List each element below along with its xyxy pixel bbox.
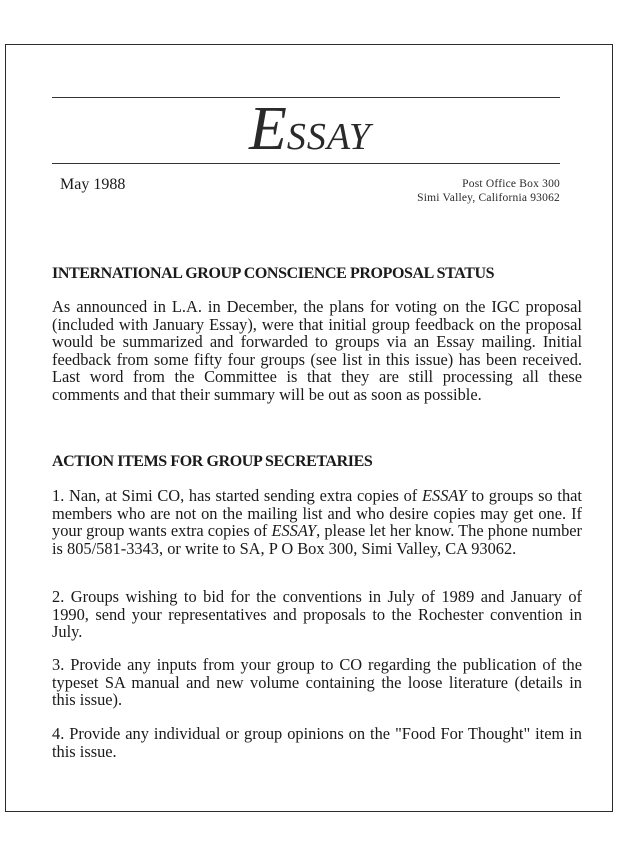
- essay-reference: ESSAY: [271, 521, 317, 540]
- igc-body: As announced in L.A. in December, the plans for voting on the IGC proposal (included with January Essay), were that initial group feedback on the proposal would be summarized and forwarded to groups via an Essay mailing. Initial feedback from some fifty four groups (see list in this issue) has been received. Last word from the Committee is that they are still processing all these comments and that their summary will be out as soon as possible.: [52, 297, 582, 404]
- title-initial: E: [248, 95, 287, 163]
- essay-reference: ESSAY: [421, 486, 467, 505]
- igc-heading: INTERNATIONAL GROUP CONSCIENCE PROPOSAL STATUS: [52, 265, 495, 282]
- action-item-1-part3: , please let her know. The phone number is 805/581-3343, or write to SA, P O Box 300, Simi Valley, CA 93062.: [52, 521, 582, 558]
- title-rest: SSAY: [286, 116, 372, 158]
- action-item-2: 2. Groups wishing to bid for the conventions in July of 1989 and January of 1990, send your representatives and proposals to the Rochester convention in July.: [52, 587, 582, 641]
- action-item-1-part2: to groups so that members who are not on the mailing list and who desire copies may get one. If your group wants extra copies of: [52, 486, 582, 540]
- action-item-1: [52, 487, 582, 557]
- action-item-4: 4. Provide any individual or group opinions on the "Food For Thought" item in this issue.: [52, 724, 582, 761]
- issue-date: May 1988: [60, 176, 126, 193]
- action-items-heading: ACTION ITEMS FOR GROUP SECRETARIES: [52, 453, 373, 470]
- address-line-1: Post Office Box 300: [462, 178, 560, 190]
- action-item-3: 3. Provide any inputs from your group to CO regarding the publication of the typeset SA manual and new volume containing the loose literature (details in this issue).: [52, 655, 582, 709]
- address-line-2: Simi Valley, California 93062: [417, 192, 560, 204]
- mailing-address: [417, 177, 560, 205]
- newsletter-title: [0, 95, 620, 163]
- masthead-rule-bottom: [52, 163, 560, 164]
- action-item-1-part1: 1. Nan, at Simi CO, has started sending extra copies of: [52, 486, 422, 505]
